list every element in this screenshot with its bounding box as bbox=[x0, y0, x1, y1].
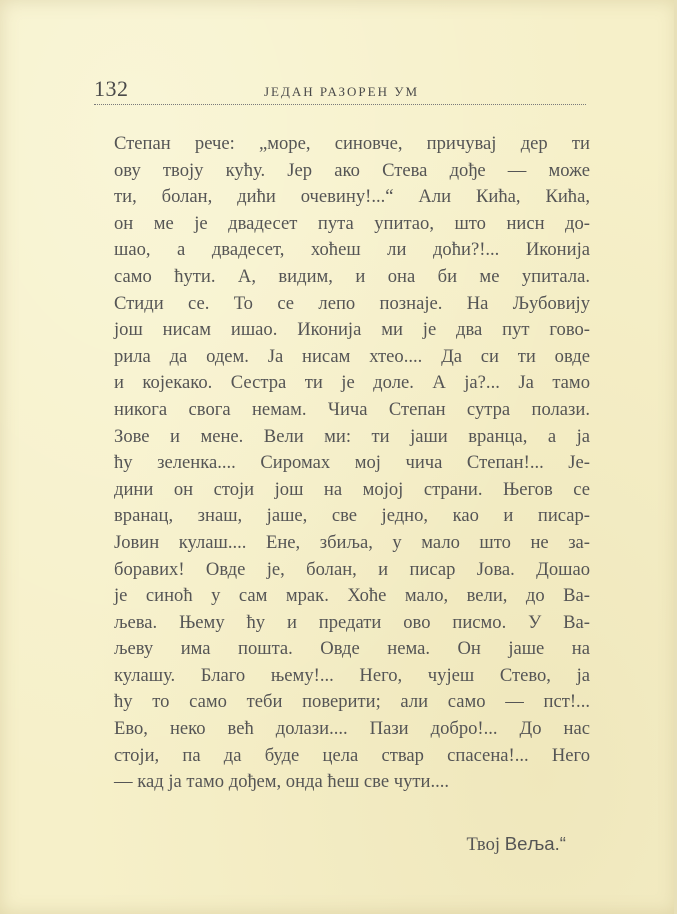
signature bbox=[467, 833, 567, 856]
text-line: — кад ја тамо дођем, онда ћеш све чути.... bbox=[114, 771, 450, 793]
text-line: само ћути. А, видим, и она би ме упитала. bbox=[114, 265, 590, 287]
page-header bbox=[94, 74, 586, 104]
text-line: шао, а двадесет, хоћеш ли доћи?!... Иконија bbox=[114, 239, 590, 261]
text-line: дини он стоји још на мојој страни. Његов се bbox=[114, 478, 590, 500]
page-number: 132 bbox=[94, 76, 129, 101]
header-rule bbox=[94, 104, 586, 105]
text-line: још нисам ишао. Иконија ми је два пут гово- bbox=[114, 319, 590, 341]
signature-prefix: Твој bbox=[466, 834, 501, 855]
signature-name: Веља.“ bbox=[504, 833, 566, 854]
text-line: и којекако. Сестра ти је доле. А ја?... Ја тамо bbox=[114, 372, 590, 394]
text-line: стоји, па да буде цела ствар спасена!... Него bbox=[114, 744, 590, 766]
text-line: Степан рече: „море, синовче, причувај дер ти bbox=[114, 133, 590, 154]
text-line: ћу то само теби поверити; али само — пст!... bbox=[114, 691, 590, 713]
text-line: Зове и мене. Вели ми: ти јаши вранца, а ја bbox=[114, 425, 590, 447]
text-line: љева. Њему ћу и предати ово писмо. У Ва- bbox=[114, 611, 590, 633]
text-line: он ме је двадесет пута упитао, што нисн до- bbox=[114, 212, 590, 234]
text-line: рила да одем. Ја нисам хтео.... Да си ти овде bbox=[114, 345, 590, 367]
text-line: ову твоју кућу. Јер ако Стева дође — може bbox=[114, 159, 590, 181]
text-line: Ево, неко већ долази.... Пази добро!... До нас bbox=[114, 718, 590, 740]
text-line: Јовин кулаш.... Ене, збиља, у мало што не за- bbox=[114, 531, 590, 553]
text-line: вранац, знаш, јаше, све једно, као и писар- bbox=[114, 505, 590, 527]
running-title: ЈЕДАН РАЗОРЕН УМ bbox=[264, 84, 419, 99]
text-line: ти, болан, дићи очевину!...“ Али Кића, Кића, bbox=[114, 186, 590, 208]
text-line: ћу зеленка.... Сиромах мој чича Степан!... Је- bbox=[114, 452, 590, 474]
text-line: Стиди се. То се лепо познаје. На Љубовију bbox=[114, 292, 590, 314]
text-line: кулашу. Благо њему!... Него, чујеш Стево, ја bbox=[114, 664, 590, 686]
text-line: никога свога немам. Чича Степан сутра полази. bbox=[114, 398, 590, 420]
text-line: је синоћ у сам мрак. Хоће мало, вели, до Ва- bbox=[114, 585, 590, 607]
text-line: љеву има пошта. Овде нема. Он јаше на bbox=[114, 638, 590, 660]
body-text bbox=[114, 131, 590, 796]
text-line: боравих! Овде је, болан, и писар Јова. Дошао bbox=[114, 558, 590, 580]
